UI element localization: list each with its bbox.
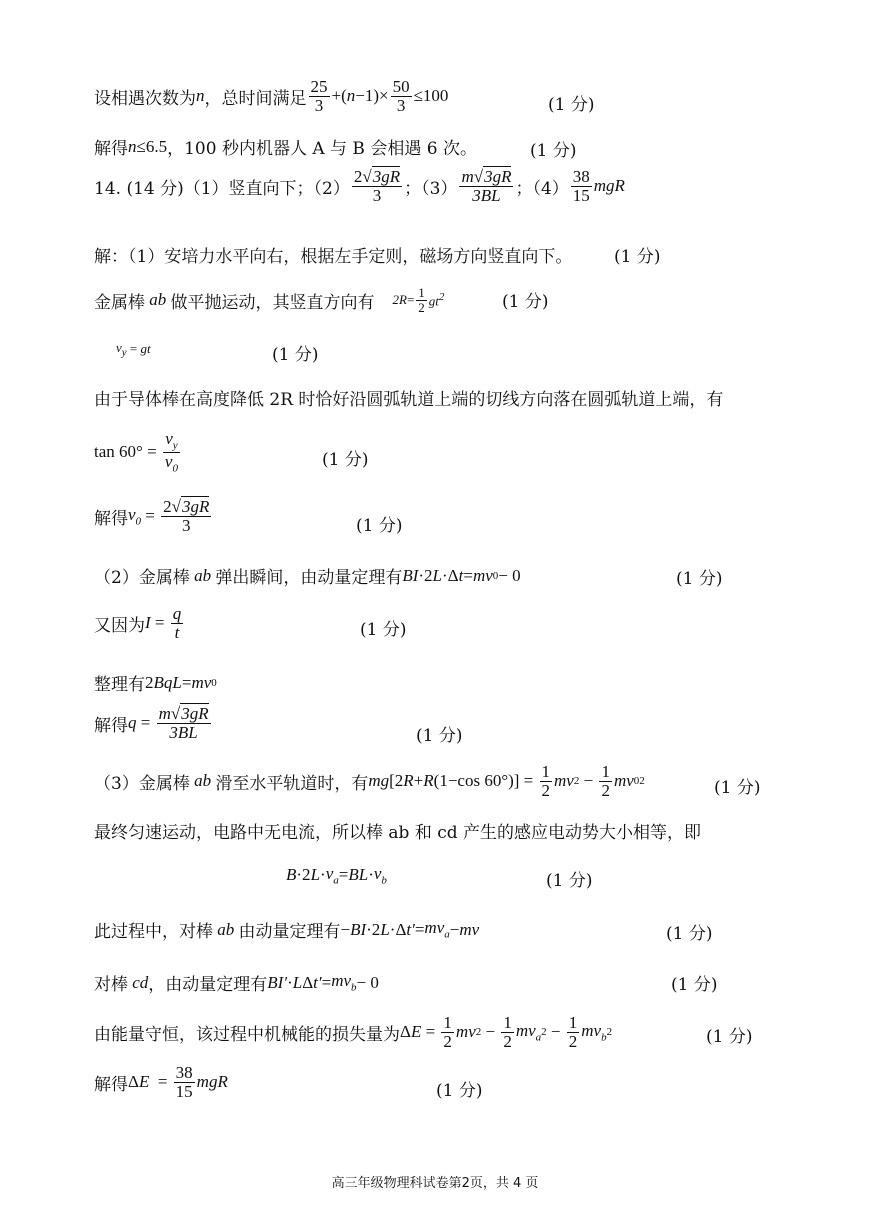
line-3: 14. (14 分)（1）竖直向下；（2） $\frac{2√3gR}{3}$ ；（3） $\frac{m√3gR}{3BL}$ ；（4） $\frac{38}{15}$ mgR <box>94 167 625 205</box>
line-11: 又因为 I = $\frac{q}{t}$ <box>94 604 182 642</box>
line-15: 最终匀速运动，电路中无电流，所以棒 ab 和 cd 产生的感应电动势大小相等，即 <box>94 823 702 843</box>
line-18: 对棒 cd ，由动量定理有 BI′ · L Δ t′ = $mv_b$ − 0 <box>94 971 379 995</box>
line-9: 解得 $v_0$ = $\frac{2√3gR}{3}$ <box>94 497 210 535</box>
line-10: （2）金属棒 ab 弹出瞬间，由动量定理有 BI ·2 L ·Δ t = mv 0 − 0 <box>94 565 521 588</box>
line-1: 设相遇次数为 n ，总时间满足 $\frac{25}{3}$ +(n−1)× $\frac{50}{3}$ ≤100 <box>94 77 449 115</box>
score-1: (1 分) <box>548 95 595 115</box>
score-10: (1 分) <box>676 569 723 589</box>
score-5: (1 分) <box>502 292 549 312</box>
score-18: (1 分) <box>671 975 718 995</box>
line-20: 解得 Δ E = $\frac{38}{15}$ mgR <box>94 1063 228 1101</box>
line-16: B ·2 L · $v_a$ = BL · $v_b$ <box>286 864 387 887</box>
line-8: tan 60° = $\frac{v_y}{v_0}$ <box>94 429 178 475</box>
score-4: (1 分) <box>614 247 661 267</box>
var-n: n <box>196 86 205 106</box>
line-6: $v_y$ = gt <box>116 340 151 359</box>
score-2: (1 分) <box>530 141 577 161</box>
line-19: 由能量守恒，该过程中机械能的损失量为 Δ E = $\frac{1}{2}$ mv 2 − $\frac{1}{2}$ $mv_a$ 2 − $\frac{1}{2}$ $mv_b$ 2 <box>94 1013 613 1051</box>
score-17: (1 分) <box>666 924 713 944</box>
score-13: (1 分) <box>416 726 463 746</box>
score-20: (1 分) <box>436 1081 483 1101</box>
line-14: （3）金属棒 ab 滑至水平轨道时，有 mg [2 R + R (1−cos 60°)] = $\frac{1}{2}$ mv 2 − $\frac{1}{2}$ mv 0 2 <box>94 762 645 800</box>
score-14: (1 分) <box>714 778 761 798</box>
score-8: (1 分) <box>322 450 369 470</box>
score-19: (1 分) <box>706 1027 753 1047</box>
line-5: 金属棒 ab 做平抛运动，其竖直方向有 2R = $\frac{1}{2}$ $gt^2$ <box>94 285 445 315</box>
score-6: (1 分) <box>272 345 319 365</box>
line-17: 此过程中，对棒 ab 由动量定理有 − BI ·2 L ·Δ t′ = $mv_a$ − mv <box>94 918 480 942</box>
score-11: (1 分) <box>360 620 407 640</box>
line-2: 解得 n ≤6.5 ，100 秒内机器人 A 与 B 会相遇 6 次。 <box>94 136 477 159</box>
line-13: 解得 q = $\frac{m√3gR}{3BL}$ <box>94 704 209 742</box>
line-7: 由于导体棒在高度降低 2R 时恰好沿圆弧轨道上端的切线方向落在圆弧轨道上端，有 <box>94 390 724 410</box>
frac-50-3: $\frac{50}{3}$ <box>392 77 410 115</box>
line-4: 解：（1）安培力水平向右，根据左手定则，磁场方向竖直向下。 <box>94 247 573 267</box>
score-9: (1 分) <box>356 516 403 536</box>
frac-25-3: $\frac{25}{3}$ <box>310 77 328 115</box>
line-12: 整理有 2 BqL = mv 0 <box>94 672 217 695</box>
score-16: (1 分) <box>546 871 593 891</box>
page-footer: 高三年级物理科试卷第2页，共 4 页 <box>331 1176 539 1191</box>
